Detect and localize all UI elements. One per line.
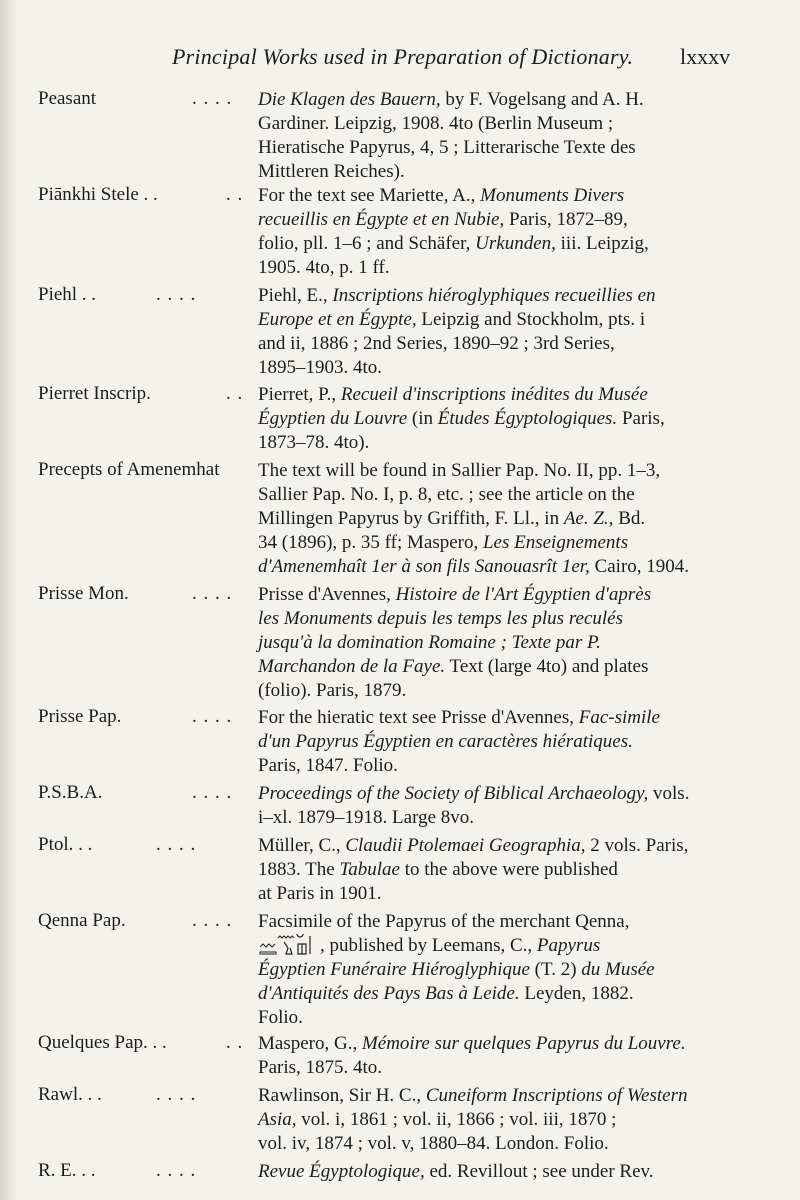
hieroglyph-cartouche-icon xyxy=(258,934,320,956)
entry-abbreviation: Prisse Mon. xyxy=(38,583,129,604)
entry-abbreviation: Ptol. . . xyxy=(38,834,93,855)
running-header-title: Principal Works used in Preparation of Dictionary. xyxy=(172,44,634,69)
entry-abbreviation: Peasant xyxy=(38,88,97,109)
leader-dots: . . xyxy=(226,383,244,404)
entry-description: For the text see Mariette, A., Monuments Divers recueillis en Égypte et en Nubie, Paris, 1872–89, folio, pll. 1–6 ; and Schäfer, Urkunden, iii. Leipzig, 1905. 4to, p. 1 ff. xyxy=(258,185,649,278)
leader-dots: . . xyxy=(226,184,244,205)
entry-description: Piehl, E., Inscriptions hiéroglyphiques recueillies en Europe et en Égypte, Leipzig and Stockholm, pts. i and ii, 1886 ; 2nd Series, 1890–92 ; 3rd Series, 1895–1903. 4to. xyxy=(258,285,656,378)
running-header xyxy=(0,44,800,80)
entry-abbreviation: Rawl. . . xyxy=(38,1084,102,1105)
leader-dots: . . . . xyxy=(192,88,233,109)
page-binding-shadow xyxy=(0,0,18,1200)
leader-dots: . . . . xyxy=(192,706,233,727)
entry-abbreviation: P.S.B.A. xyxy=(38,782,103,803)
entry-abbreviation: Precepts of Amenemhat xyxy=(38,459,220,480)
entry-abbreviation: Piehl . . xyxy=(38,284,97,305)
entry-description: Proceedings of the Society of Biblical Archaeology, vols. i–xl. 1879–1918. Large 8vo. xyxy=(258,783,690,828)
entry-abbreviation: Qenna Pap. xyxy=(38,910,126,931)
leader-dots: . . . . xyxy=(192,910,233,931)
page-number: lxxxv xyxy=(680,44,731,69)
leader-dots: . . . . xyxy=(156,284,197,305)
leader-dots: . . . . xyxy=(192,782,233,803)
entry-abbreviation: Quelques Pap. . . xyxy=(38,1032,167,1053)
leader-dots: . . xyxy=(226,1032,244,1053)
entry-description: Maspero, G., Mémoire sur quelques Papyrus du Louvre. Paris, 1875. 4to. xyxy=(258,1033,686,1078)
entry-description: Die Klagen des Bauern, by F. Vogelsang and A. H. Gardiner. Leipzig, 1908. 4to (Berlin Museum ; Hieratische Papyrus, 4, 5 ; Litterarische Texte des Mittleren Reiches). xyxy=(258,89,644,182)
entry-description: Prisse d'Avennes, Histoire de l'Art Égyptien d'après les Monuments depuis les temps les plus reculés jusqu'à la domination Romaine ; Texte par P. Marchandon de la Faye. Text (large 4to) and plates (folio). Paris, 1879. xyxy=(258,584,652,701)
leader-dots: . . . . xyxy=(156,834,197,855)
leader-dots: . . . . xyxy=(192,583,233,604)
entry-description: Revue Égyptologique, ed. Revillout ; see under Rev. xyxy=(258,1161,654,1182)
entry-description: Pierret, P., Recueil d'inscriptions inédites du Musée Égyptien du Louvre (in Études Égyptologiques. Paris, 1873–78. 4to). xyxy=(258,384,665,453)
entry-description: Rawlinson, Sir H. C., Cuneiform Inscriptions of Western Asia, vol. i, 1861 ; vol. ii, 1866 ; vol. iii, 1870 ; vol. iv, 1874 ; vol. v, 1880–84. London. Folio. xyxy=(258,1085,688,1154)
entry-abbreviation: Prisse Pap. xyxy=(38,706,122,727)
entry-abbreviation: R. E. . . xyxy=(38,1160,96,1181)
entry-description: For the hieratic text see Prisse d'Avennes, Fac-simile d'un Papyrus Égyptien en caractères hiératiques. Paris, 1847. Folio. xyxy=(258,707,660,776)
leader-dots: . . . . xyxy=(156,1084,197,1105)
entry-abbreviation: Piānkhi Stele . . xyxy=(38,184,158,205)
entry-description: Müller, C., Claudii Ptolemaei Geographia, 2 vols. Paris, 1883. The Tabulae to the above were published at Paris in 1901. xyxy=(258,835,689,904)
entry-description: Facsimile of the Papyrus of the merchant Qenna, , published by Leemans, C., Papyrus Égyptien Funéraire Hiéroglyphique (T. 2) du Musée d'Antiquités des Pays Bas à Leide. Leyden, 1882. Folio. xyxy=(258,911,655,1028)
entry-abbreviation: Pierret Inscrip. xyxy=(38,383,151,404)
leader-dots: . . . . xyxy=(156,1160,197,1181)
entry-description: The text will be found in Sallier Pap. No. II, pp. 1–3, Sallier Pap. No. I, p. 8, etc. ; see the article on the Millingen Papyrus by Griffith, F. Ll., in Ae. Z., Bd. 34 (1896), p. 35 ff; Maspero, Les Enseignements d'Amenemhaît 1er à son fils Sanouasrît 1er, Cairo, 1904. xyxy=(258,460,690,577)
